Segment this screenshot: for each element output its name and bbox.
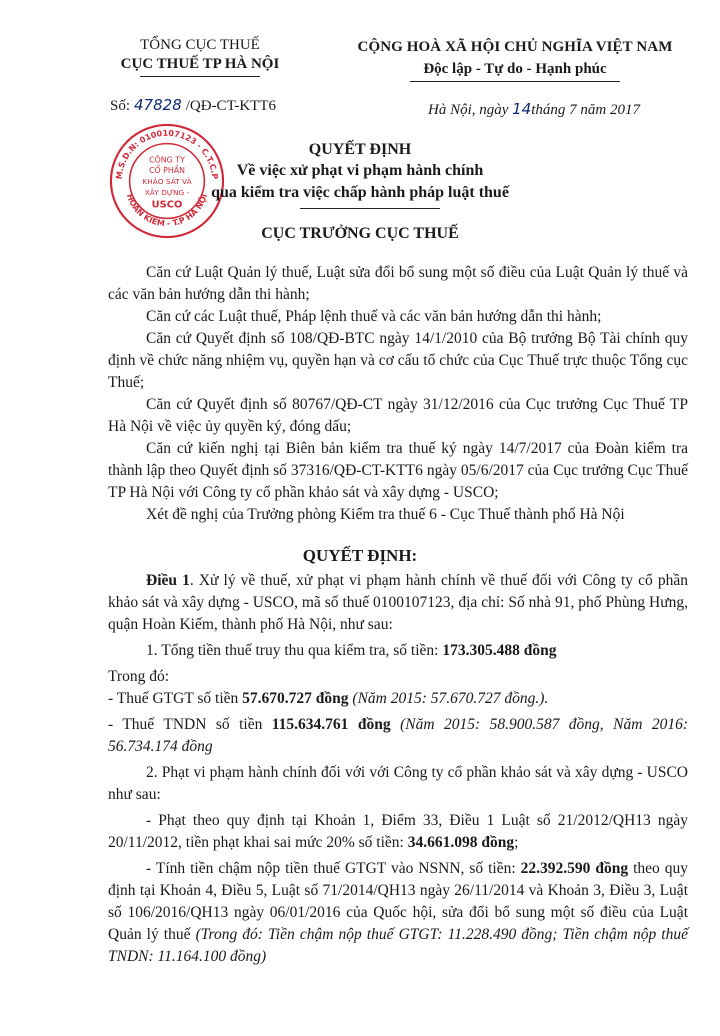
article-1	[108, 570, 688, 968]
document-subtitle-1: Về việc xử phạt vi phạm hành chính	[236, 162, 484, 179]
motto-underline	[410, 81, 620, 82]
country-name: CỘNG HOÀ XÃ HỘI CHỦ NGHĨA VIỆT NAM	[357, 39, 673, 55]
preamble-item: Căn cứ các Luật thuế, Pháp lệnh thuế và các văn bản hướng dẫn thi hành;	[146, 308, 602, 325]
date-part-2: tháng 7 năm 2017	[531, 102, 641, 118]
agency-line-1: TỔNG CỤC THUẾ	[140, 37, 260, 53]
article-1-intro	[108, 570, 688, 636]
national-header	[330, 36, 700, 82]
vat-amount: 57.670.727 đồng	[242, 690, 349, 707]
handwritten-day: 14	[512, 100, 532, 118]
late-payment-amount: 22.392.590 đồng	[520, 860, 629, 877]
penalty-1-amount: 34.661.098 đồng	[407, 834, 515, 851]
document-title: QUYẾT ĐỊNH	[308, 141, 412, 158]
cit-line	[108, 714, 688, 758]
item-2: 2. Phạt vi phạm hành chính đối với với Công ty cổ phần khảo sát và xây dựng - USCO như sau:	[108, 764, 688, 803]
trong-do-label: Trong đó:	[108, 668, 170, 685]
preamble-item: Căn cứ kiến nghị tại Biên bản kiểm tra thuế ký ngày 14/7/2017 của Đoàn kiểm tra thành lập theo Quyết định số 37316/QĐ-CT-KTT6 ngày 05/6/2017 của Cục trưởng Cục Thuế TP Hà Nội với Công ty cổ phần khảo sát và xây dựng - USCO;	[108, 440, 688, 501]
seal-line-4: XÂY DỰNG -	[144, 187, 190, 197]
cit-text: - Thuế TNDN số tiền	[108, 716, 272, 733]
agency-line-2: CỤC THUẾ TP HÀ NỘI	[120, 56, 280, 72]
late-payment-note: (Trong đó: Tiền chậm nộp thuế GTGT: 11.228.490 đồng; Tiền chậm nộp thuế TNDN: 11.164.100 đồng)	[108, 926, 688, 965]
cit-amount: 115.634.761 đồng	[271, 716, 391, 733]
penalty-1-text: - Phạt theo quy định tại Khoản 1, Điểm 33, Điều 1 Luật số 21/2012/QH13 ngày 20/11/2012, tiền phạt khai sai mức 20% số tiền:	[108, 812, 688, 851]
article-1-text: . Xử lý về thuế, xử phạt vi phạm hành chính về thuế đối với Công ty cổ phần khảo sát và xây dựng - USCO, mã số thuế 0100107123, địa chỉ: Số nhà 91, phố Phùng Hưng, quận Hoàn Kiếm, thành phố Hà Nội, như sau:	[108, 572, 689, 633]
cit-note: (Năm 2015: 58.900.587 đồng, Năm 2016: 56.734.174 đồng	[108, 716, 688, 755]
item-1-amount: 173.305.488 đồng	[442, 642, 557, 659]
company-seal-stamp	[108, 122, 226, 240]
late-payment	[108, 858, 688, 968]
seal-line-1: CÔNG TY	[149, 155, 185, 165]
item-1-text: 1. Tổng tiền thuế truy thu qua kiểm tra, số tiền:	[146, 642, 443, 659]
vat-text: - Thuế GTGT số tiền	[108, 690, 243, 707]
penalty-1	[108, 810, 688, 854]
vat-note: (Năm 2015: 57.670.727 đồng.).	[348, 690, 549, 707]
number-suffix: /QĐ-CT-KTT6	[185, 98, 277, 114]
number-prefix: Số:	[110, 98, 131, 114]
seal-line-5: USCO	[151, 199, 183, 211]
seal-line-3: KHẢO SÁT VÀ	[142, 176, 192, 186]
preamble-item: Căn cứ Quyết định số 80767/QĐ-CT ngày 31/12/2016 của Cục trưởng Cục Thuế TP Hà Nội về việc ủy quyền ký, đóng dấu;	[108, 396, 688, 435]
preamble-item: Xét đề nghị của Trưởng phòng Kiểm tra thuế 6 - Cục Thuế thành phố Hà Nội	[146, 506, 625, 523]
subtitle-underline	[300, 208, 440, 209]
handwritten-number: 47828	[134, 96, 182, 114]
issuing-agency	[100, 36, 300, 77]
late-payment-text: - Tính tiền chậm nộp tiền thuế GTGT vào NSNN, số tiền:	[146, 860, 521, 877]
date-part-1: Hà Nội, ngày	[428, 102, 509, 118]
article-1-label: Điều 1	[146, 572, 190, 589]
late-payment-basis: theo quy định tại Khoản 4, Điều 5, Luật số 71/2014/QH13 ngày 26/11/2014 và Khoản 3, Điều 3, Luật số 106/2016/QH13 ngày 06/01/2016 của Quốc hội, sửa đổi bổ sung một số điều của Luật Quản lý thuế	[108, 860, 688, 943]
penalty-1-end: ;	[514, 834, 519, 851]
national-motto: Độc lập - Tự do - Hạnh phúc	[423, 61, 607, 77]
preamble-item: Căn cứ Luật Quản lý thuế, Luật sửa đổi bổ sung một số điều của Luật Quản lý thuế và các văn bản hướng dẫn thi hành;	[108, 264, 688, 303]
document-date	[428, 100, 640, 119]
agency-underline	[140, 76, 260, 77]
item-1	[108, 640, 688, 662]
vat-line	[108, 688, 688, 710]
seal-ring-top: M.S.D.N: 0100107123 - C.T.C.P	[114, 128, 220, 180]
seal-ring-bottom: HOÀN KIẾM - T.P HÀ NỘI	[124, 192, 210, 229]
document-number	[110, 96, 276, 115]
preamble-item: Căn cứ Quyết định số 108/QĐ-BTC ngày 14/1/2010 của Bộ trưởng Bộ Tài chính quy định về chức năng nhiệm vụ, quyền hạn và cơ cấu tổ chức của Cục Thuế trực thuộc Tổng cục Thuế;	[108, 330, 688, 391]
decision-heading: QUYẾT ĐỊNH:	[302, 546, 418, 565]
seal-line-2: CỔ PHẦN	[148, 166, 186, 176]
issuing-authority: CỤC TRƯỞNG CỤC THUẾ	[261, 225, 459, 242]
preamble	[108, 262, 688, 526]
document-subtitle-2: qua kiểm tra việc chấp hành pháp luật thuế	[211, 184, 509, 201]
